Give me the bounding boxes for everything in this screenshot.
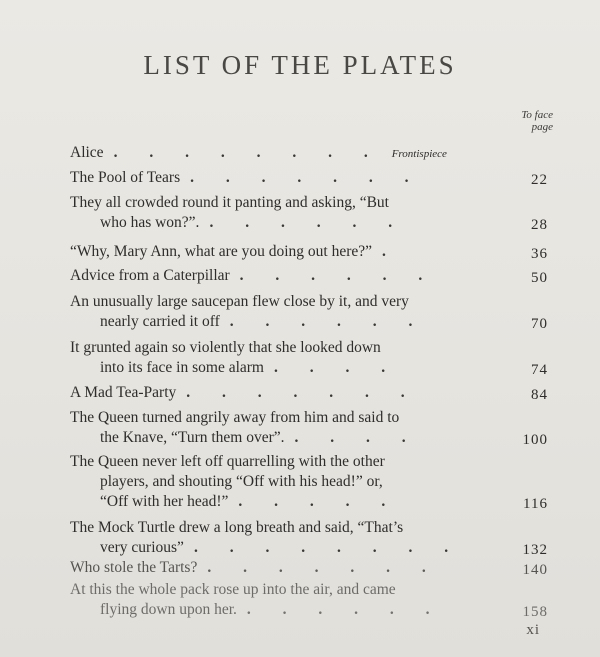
entry-title-continued: very curious” — [100, 539, 184, 556]
entry-page-number: 50 — [531, 270, 548, 286]
list-item — [70, 292, 548, 332]
list-item — [70, 143, 548, 164]
entry-page-number: 28 — [531, 217, 548, 233]
list-item — [70, 242, 548, 262]
entry-title-continued: players, and shouting “Off with his head!” or, — [100, 473, 383, 490]
entry-title-continued: nearly carried it off — [100, 313, 220, 330]
dot-leader: . — [382, 243, 400, 260]
entry-title: The Queen never left off quarrelling with the other — [70, 453, 385, 470]
list-item — [70, 580, 548, 620]
dot-leader: . . . . . . . . — [193, 539, 463, 556]
entry-page-number: 140 — [522, 562, 548, 578]
entry-title-continued: who has won?”. — [100, 214, 200, 231]
entry-page-number: 116 — [523, 496, 548, 512]
entry-title: Who stole the Tarts? — [70, 559, 198, 576]
entry-title: A Mad Tea-Party — [70, 384, 177, 401]
entry-title: The Queen turned angrily away from him and said to — [70, 409, 400, 426]
dot-leader: . . . . . . — [246, 601, 444, 618]
dot-leader: . . . . . . . — [207, 559, 440, 576]
entry-title: The Mock Turtle drew a long breath and said, “That’s — [70, 519, 404, 536]
list-item — [70, 168, 548, 188]
list-item — [70, 518, 548, 558]
entry-title: At this the whole pack rose up into the air, and came — [70, 581, 396, 598]
page-heading-line-1: To face — [521, 109, 553, 121]
dot-leader: . . . . — [274, 359, 400, 376]
dot-leader: . . . . — [294, 429, 420, 446]
page-heading-line-2: page — [531, 121, 553, 133]
list-item — [70, 383, 548, 403]
entry-title: The Pool of Tears — [70, 169, 181, 186]
entry-page-number: 36 — [531, 246, 548, 262]
list-item — [70, 338, 548, 378]
dot-leader: . . . . . . . . — [113, 144, 382, 161]
entry-page-number: 22 — [531, 172, 548, 188]
entry-title: It grunted again so violently that she looked down — [70, 339, 381, 356]
list-item — [70, 452, 548, 512]
entry-title: “Why, Mary Ann, what are you doing out here?” — [70, 243, 373, 260]
folio-page-number: xi — [526, 622, 540, 638]
list-item — [70, 266, 548, 286]
list-item — [70, 408, 548, 448]
entry-title: They all crowded round it panting and asking, “But — [70, 194, 389, 211]
entry-title-continued: “Off with her head!” — [100, 493, 229, 510]
entry-title-continued: the Knave, “Turn them over”. — [100, 429, 285, 446]
entry-title-continued: flying down upon her. — [100, 601, 237, 618]
entry-title: Advice from a Caterpillar — [70, 267, 230, 284]
entry-page-number: 100 — [522, 432, 548, 448]
dot-leader: . . . . . . — [229, 313, 427, 330]
dot-leader: . . . . . . . — [190, 169, 423, 186]
list-item — [70, 193, 548, 233]
entry-page-number: 158 — [522, 604, 548, 620]
entry-title: Alice — [70, 144, 104, 161]
entry-title-continued: into its face in some alarm — [100, 359, 264, 376]
dot-leader: . . . . . — [238, 493, 400, 510]
page-title: LIST OF THE PLATES — [143, 50, 457, 80]
entry-page-number: 70 — [531, 316, 548, 332]
list-item — [70, 558, 548, 578]
dot-leader: . . . . . . — [239, 267, 437, 284]
entry-page-number: 84 — [531, 387, 548, 403]
frontispiece-label: Frontispiece — [391, 148, 447, 160]
dot-leader: . . . . . . . — [186, 384, 419, 401]
entry-title: An unusually large saucepan flew close by it, and very — [70, 293, 409, 310]
entry-page-number: 132 — [522, 542, 548, 558]
entry-page-number: 74 — [531, 362, 548, 378]
dot-leader: . . . . . . — [209, 214, 407, 231]
